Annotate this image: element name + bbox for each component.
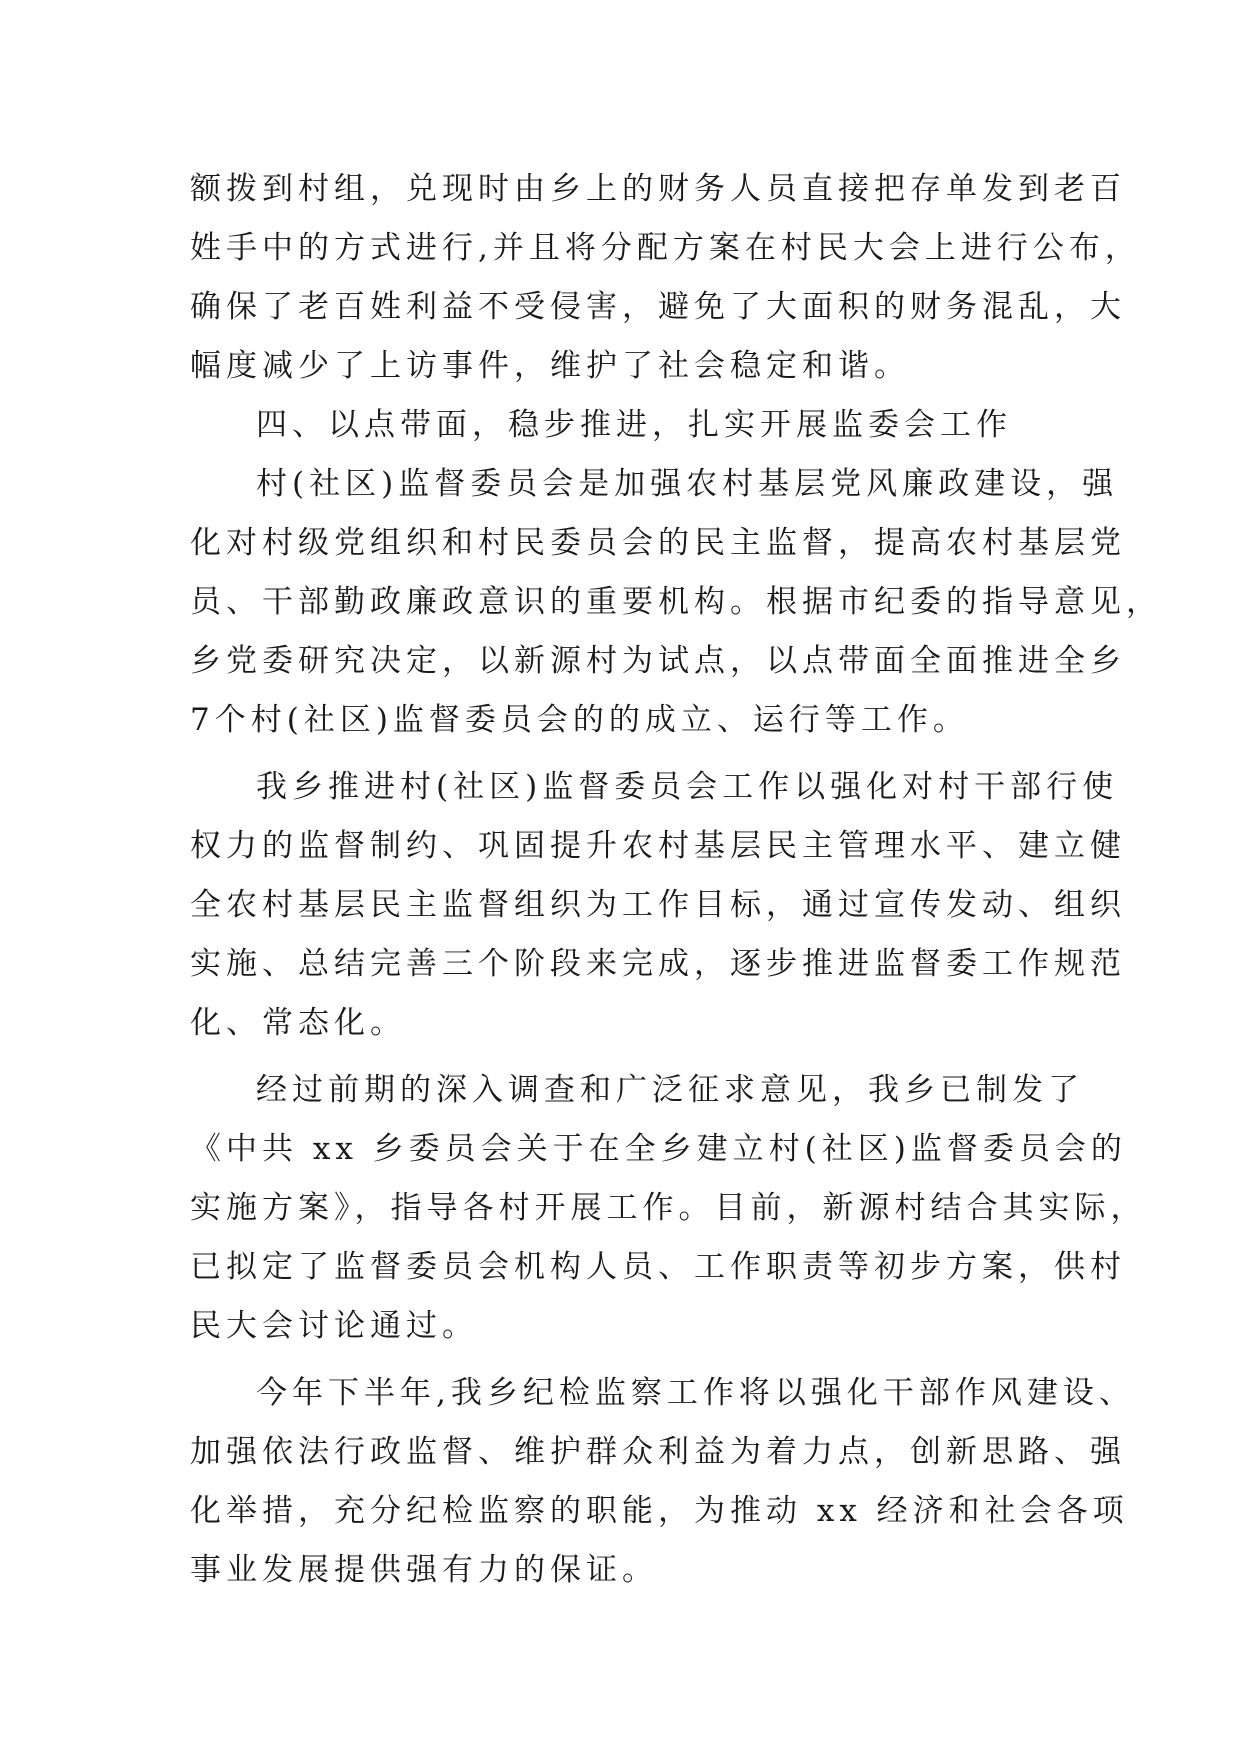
text-line: 7个村(社区)监督委员会的的成立、运行等工作。 (190, 702, 969, 738)
document-body (190, 160, 1162, 1600)
section-heading: 四、以点带面，稳步推进，扎实开展监委会工作 (256, 407, 1012, 443)
paragraph-gap (190, 750, 1070, 758)
text-line: 姓手中的方式进行,并且将分配方案在村民大会上进行公布， (190, 230, 1141, 266)
text-line: 今年下半年,我乡纪检监察工作将以强化干部作风建设、 (256, 1375, 1135, 1411)
text-line: 化举措，充分纪检监察的职能，为推动 xx 经济和社会各项 (190, 1493, 1129, 1529)
text-line: 化对村级党组织和村民委员会的民主监督，提高农村基层党 (190, 525, 1126, 561)
paragraph-gap (190, 1356, 1070, 1364)
text-line: 全农村基层民主监督组织为工作目标，通过宣传发动、组织 (190, 887, 1126, 923)
text-line: 实施、总结完善三个阶段来完成，逐步推进监督委工作规范 (190, 946, 1126, 982)
text-line: 事业发展提供强有力的保证。 (190, 1552, 658, 1588)
text-line: 员、干部勤政廉政意识的重要机构。根据市纪委的指导意见， (190, 584, 1162, 620)
text-line: 经过前期的深入调查和广泛征求意见，我乡已制发了 (256, 1072, 1084, 1108)
text-line: 权力的监督制约、巩固提升农村基层民主管理水平、建立健 (190, 828, 1126, 864)
text-line: 额拨到村组，兑现时由乡上的财务人员直接把存单发到老百 (190, 171, 1126, 207)
text-line: 化、常态化。 (190, 1005, 406, 1041)
text-line: 确保了老百姓利益不受侵害，避免了大面积的财务混乱，大 (190, 289, 1126, 325)
text-line: 加强依法行政监督、维护群众利益为着力点，创新思路、强 (190, 1434, 1126, 1470)
text-line: 实施方案》，指导各村开展工作。目前，新源村结合其实际， (190, 1190, 1147, 1226)
text-line: 民大会讨论通过。 (190, 1308, 478, 1344)
text-line: 我乡推进村(社区)监督委员会工作以强化对村干部行使 (256, 769, 1119, 805)
text-line: 《中共 xx 乡委员会关于在全乡建立村(社区)监督委员会的 (190, 1131, 1127, 1167)
text-line: 村(社区)监督委员会是加强农村基层党风廉政建设，强 (256, 466, 1119, 502)
text-line: 已拟定了监督委员会机构人员、工作职责等初步方案，供村 (190, 1249, 1126, 1285)
paragraph-gap (190, 1053, 1070, 1061)
text-line: 幅度减少了上访事件，维护了社会稳定和谐。 (190, 348, 910, 384)
text-line: 乡党委研究决定，以新源村为试点，以点带面全面推进全乡 (190, 643, 1126, 679)
